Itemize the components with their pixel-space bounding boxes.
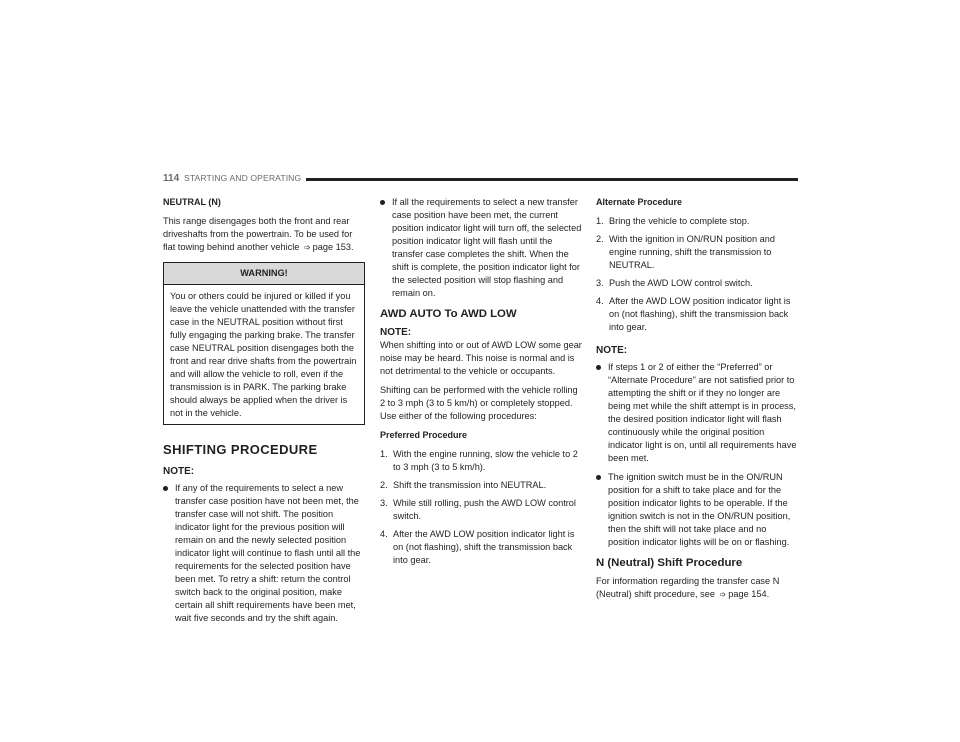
list-item: 2. Shift the transmission into NEUTRAL. [380, 480, 547, 490]
shifting-text: Shifting can be performed with the vehicle rolling 2 to 3 mph (3 to 5 km/h) or completely stopped. Use either of the following procedures: [380, 385, 578, 421]
page-ref-arrow-icon: ➩ [303, 243, 311, 252]
column-1 [163, 196, 365, 631]
neutral-shift-paragraph: For information regarding the transfer case N (Neutral) shift procedure, see ➩ page 154. [596, 576, 780, 599]
shifting-procedure-heading: SHIFTING PROCEDURE [163, 442, 318, 457]
preferred-procedure-heading: Preferred Procedure [380, 430, 468, 440]
list-item: 1. Bring the vehicle to complete stop. [596, 216, 750, 226]
page-ref-link[interactable]: page 154. [728, 589, 770, 599]
column-3 [596, 196, 798, 607]
bullet-icon [596, 475, 601, 480]
requirements-bullet: If all the requirements to select a new transfer case position have been met, the current position indicator light will turn off, the selected position indicator light will flash until the transfer case completes the shift. When the shift is complete, the position indicator light for the selected position will stop flashing and remain on. [380, 196, 582, 300]
note-bullet: If any of the requirements to select a new transfer case position have not been met, the transfer case will not shift. The position indicator light for the previous position will remain on and the newly selected position indicator light will continue to flash until all the requirements for the selected position have been met. To retry a shift: return the control switch back to the original position, make certain all shift requirements have been met, wait five seconds and try the shift again. [163, 482, 365, 625]
list-item: 4. After the AWD LOW position indicator light is on (not flashing), shift the transmission back into gear. [596, 296, 791, 332]
bullet-icon [380, 200, 385, 205]
page-header [163, 172, 798, 186]
list-item: 2. With the ignition in ON/RUN position and engine running, shift the transmission to NEUTRAL. [596, 234, 775, 270]
list-item: 1. With the engine running, slow the vehicle to 2 to 3 mph (3 to 5 km/h). [380, 449, 578, 472]
page-ref-arrow-icon: ➩ [719, 590, 727, 599]
neutral-paragraph: This range disengages both the front and rear driveshafts from the powertrain. To be used for flat towing behind another vehicle ➩ page 153. [163, 216, 354, 252]
alternate-procedure-heading: Alternate Procedure [596, 197, 683, 207]
list-item: 3. While still rolling, push the AWD LOW control switch. [380, 498, 576, 521]
warning-text: You or others could be injured or killed if you leave the vehicle unattended with the transfer case in the NEUTRAL position without first fully engaging the parking brake. The transfer case NEUTRAL position disengages both the front and rear drive shafts from the powertrain and will allow the vehicle to roll, even if the transmission is in PARK. The parking brake should always be applied when the driver is not in the vehicle. [170, 291, 357, 418]
neutral-shift-procedure-heading: N (Neutral) Shift Procedure [596, 557, 743, 569]
section-title: STARTING AND OPERATING [184, 173, 302, 183]
bullet-icon [596, 365, 601, 370]
note-text: When shifting into or out of AWD LOW some gear noise may be heard. This noise is normal and is not detrimental to the vehicle or occupants. [380, 340, 582, 376]
column-2 [380, 196, 582, 572]
note-label: NOTE: [380, 327, 412, 338]
header-rule [306, 178, 798, 181]
note-label: NOTE: [163, 466, 195, 477]
warning-title: WARNING! [164, 263, 364, 285]
list-item: 3. Push the AWD LOW control switch. [596, 278, 753, 288]
note-label: NOTE: [596, 345, 628, 356]
page-number: 114 [163, 173, 180, 184]
note-bullet: If steps 1 or 2 of either the “Preferred” or “Alternate Procedure” are not satisfied prior to attempting the shift or if they no longer are being met while the shift attempt is in process, the desired position indicator light will flash continuously while the original position indicator light is on, until all requirements have been met. [596, 361, 798, 465]
page-ref-link[interactable]: page 153. [312, 242, 354, 252]
warning-box [163, 262, 365, 425]
bullet-icon [163, 486, 168, 491]
note-bullet: The ignition switch must be in the ON/RUN position for a shift to take place and for the position indicator lights to be operable. If the ignition switch is not in the ON/RUN position, then the shift will not take place and no position indicator lights will be on or flashing. [596, 471, 798, 549]
list-item: 4. After the AWD LOW position indicator light is on (not flashing), shift the transmission back into gear. [380, 529, 575, 565]
neutral-heading: NEUTRAL (N) [163, 197, 221, 207]
awd-auto-to-awd-low-heading: AWD AUTO To AWD LOW [380, 308, 517, 320]
